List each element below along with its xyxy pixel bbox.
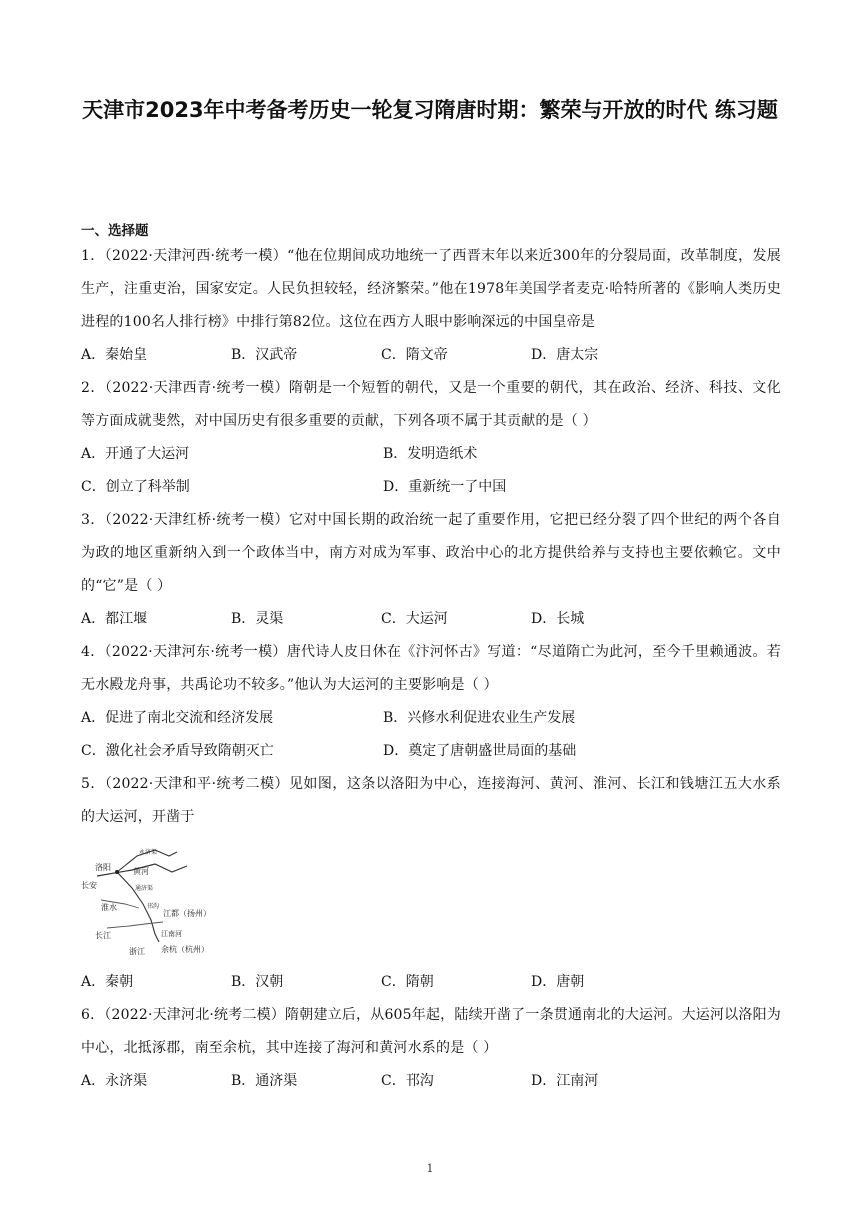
option-d: D．重新统一了中国 bbox=[383, 479, 507, 495]
question-4-options-row2 bbox=[81, 735, 781, 768]
option-a: A．秦始皇 bbox=[81, 347, 148, 363]
map-label-yuhang: 余杭（杭州） bbox=[161, 945, 209, 954]
map-label-jiangnanhe: 江南河 bbox=[161, 930, 182, 938]
map-label-yongji: 永济渠 bbox=[139, 849, 158, 856]
option-a: A．永济渠 bbox=[81, 1073, 148, 1089]
map-label-huaishui: 淮水 bbox=[101, 903, 117, 912]
option-c: C．隋文帝 bbox=[381, 347, 448, 363]
page-number: 1 bbox=[426, 1162, 434, 1175]
option-c: C．创立了科举制 bbox=[81, 479, 190, 495]
map-label-changan: 长安 bbox=[81, 881, 97, 890]
question-2-text: 2．（2022·天津西青·统考一模）隋朝是一个短暂的朝代，又是一个重要的朝代，其在政治、经济、科技、文化等方面成就斐然，对中国历史有很多重要的贡献，下列各项不属于其贡献的是（ ） bbox=[81, 380, 781, 429]
option-b: B．汉朝 bbox=[231, 974, 284, 990]
option-c: C．大运河 bbox=[381, 611, 448, 627]
option-d: D．唐太宗 bbox=[531, 347, 599, 363]
map-label-zhejiang: 浙江 bbox=[129, 947, 145, 956]
section-heading: 一、选择题 bbox=[81, 223, 149, 239]
option-b: B．通济渠 bbox=[231, 1073, 298, 1089]
option-b: B．汉武帝 bbox=[231, 347, 298, 363]
option-c: C．激化社会矛盾导致隋朝灭亡 bbox=[81, 743, 274, 759]
option-c: C．隋朝 bbox=[381, 974, 434, 990]
yangtze-line bbox=[107, 922, 163, 928]
option-b: B．灵渠 bbox=[231, 611, 284, 627]
question-5-text: 5．（2022·天津和平·统考二模）见如图，这条以洛阳为中心，连接海河、黄河、淮河、长江和钱塘江五大水系的大运河，开凿于 bbox=[81, 776, 781, 825]
map-label-changjiang: 长江 bbox=[95, 931, 111, 940]
question-1-options bbox=[81, 339, 781, 372]
option-a: A．开通了大运河 bbox=[81, 446, 190, 462]
option-d: D．江南河 bbox=[531, 1073, 599, 1089]
page-title: 天津市2023年中考备考历史一轮复习隋唐时期：繁荣与开放的时代 练习题 bbox=[82, 98, 778, 122]
option-d: D．长城 bbox=[531, 611, 585, 627]
map-label-luoyang: 洛阳 bbox=[95, 863, 111, 872]
question-2-options-row1 bbox=[81, 438, 781, 471]
option-a: A．秦朝 bbox=[81, 974, 134, 990]
question-5-options bbox=[81, 966, 781, 999]
option-b: B．兴修水利促进农业生产发展 bbox=[383, 710, 576, 726]
option-b: B．发明造纸术 bbox=[383, 446, 478, 462]
question-2-options-row2 bbox=[81, 471, 781, 504]
grand-canal-map bbox=[77, 842, 247, 960]
question-1-text: 1．（2022·天津河西·统考一模）“他在位期间成功地统一了西晋末年以来近300年的分裂局面，改革制度，发展生产，注重吏治，国家安定。人民负担较轻，经济繁荣。”他在1978年美国学者麦克·哈特所著的《影响人类历史进程的100名人排行榜》中排行第82位。这位在西方人眼中影响深远的中国皇帝是 bbox=[81, 248, 781, 330]
option-a: A．促进了南北交流和经济发展 bbox=[81, 710, 274, 726]
question-6-text: 6．（2022·天津河北·统考二模）隋朝建立后，从605年起，陆续开凿了一条贯通南北的大运河。大运河以洛阳为中心，北抵涿郡，南至余杭，其中连接了海河和黄河水系的是（ ） bbox=[81, 1007, 781, 1056]
luoyang-dot bbox=[115, 870, 119, 874]
option-a: A．都江堰 bbox=[81, 611, 148, 627]
option-d: D．唐朝 bbox=[531, 974, 585, 990]
option-d: D．奠定了唐朝盛世局面的基础 bbox=[383, 743, 577, 759]
map-label-jiangdu: 江都（扬州） bbox=[163, 909, 211, 918]
map-label-hangou: 邗沟 bbox=[147, 903, 160, 910]
map-label-tongji: 通济渠 bbox=[135, 885, 154, 892]
question-list bbox=[81, 240, 781, 1098]
question-6-options bbox=[81, 1065, 781, 1098]
option-c: C．邗沟 bbox=[381, 1073, 434, 1089]
question-3-options bbox=[81, 603, 781, 636]
question-4-options-row1 bbox=[81, 702, 781, 735]
map-label-huanghe: 黄河 bbox=[133, 867, 149, 876]
question-4-text: 4．（2022·天津河东·统考一模）唐代诗人皮日休在《汴河怀古》写道：“尽道隋亡为此河，至今千里赖通波。若无水殿龙舟事，共禹论功不较多。”他认为大运河的主要影响是（ ） bbox=[81, 644, 781, 693]
question-3-text: 3．（2022·天津红桥·统考一模）它对中国长期的政治统一起了重要作用，它把已经分裂了四个世纪的两个各自为政的地区重新纳入到一个政体当中，南方对成为军事、政治中心的北方提供给养与支持也主要依赖它。文中的“它”是（ ） bbox=[81, 512, 781, 594]
